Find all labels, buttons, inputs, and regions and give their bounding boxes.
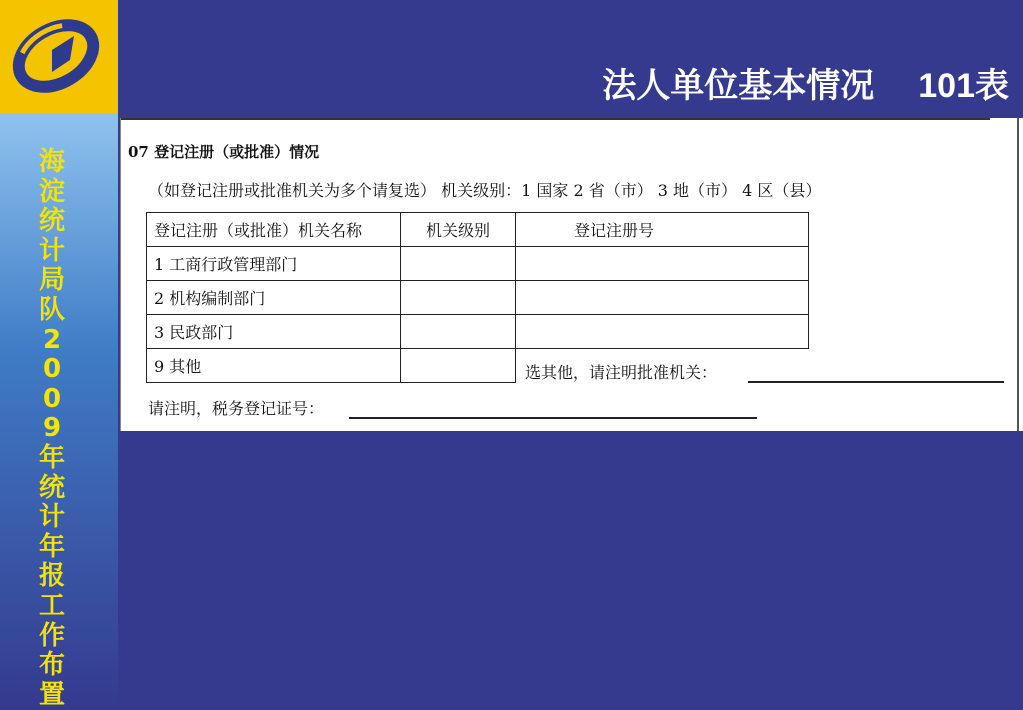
section-heading: 07 登记注册（或批准）情况 [128,143,320,161]
sidebar-char: 9 [42,413,62,444]
level-cell [401,315,516,349]
column-header-reg-number: 登记注册号 [516,213,809,247]
tax-number-line [349,417,757,419]
sidebar-char: 计 [38,235,65,266]
reg-number-cell [516,315,809,349]
reg-number-cell [516,247,809,281]
form-code: 101表 [918,67,1009,105]
table-row [147,315,809,349]
table-row [147,281,809,315]
sidebar-char: 统 [38,472,65,503]
divider [120,118,121,431]
divider [1017,118,1019,431]
sidebar-char: 队 [38,294,65,325]
table-row [147,247,809,281]
sidebar-char: 淀 [38,176,65,207]
level-cell [401,247,516,281]
row-label: 3 民政部门 [147,315,401,349]
row-label: 2 机构编制部门 [147,281,401,315]
sidebar-char: 布 [38,650,65,681]
other-authority-label: 选其他，请注明批准机关： [525,363,718,382]
form-image [120,118,1023,431]
sidebar-char: 作 [38,620,65,651]
sidebar-char: 年 [38,442,65,473]
page-title-text: 法人单位基本情况 [602,66,875,106]
level-cell [401,281,516,315]
sidebar-char: 年 [38,531,65,562]
registration-table [146,212,809,383]
sidebar-char: 海 [38,147,65,177]
logo [0,0,118,113]
column-header-authority: 登记注册（或批准）机关名称 [147,213,401,247]
reg-number-cell [516,281,809,315]
sidebar-char: 计 [38,502,65,533]
table-header-row [147,213,809,247]
row-label: 1 工商行政管理部门 [147,247,401,281]
row-label: 9 其他 [147,349,401,383]
sidebar-char: 工 [38,590,65,621]
sidebar-char: 0 [42,354,62,385]
other-authority-line [748,381,1004,383]
sidebar-char: 0 [42,383,62,414]
tax-number-label: 请注明，税务登记证号： [148,399,325,418]
sidebar-char: 置 [38,679,65,710]
sidebar-char: 局 [38,265,65,296]
sidebar-char: 统 [38,206,65,237]
column-header-level: 机关级别 [401,213,516,247]
divider [120,118,990,120]
nbs-logo-icon [8,14,108,100]
page-title [602,58,1009,107]
level-cell [401,349,516,383]
sidebar-vertical-title [32,148,72,710]
instruction-note: （如登记注册或批准机关为多个请复选） 机关级别：1 国家 2 省（市） 3 地（市） 4 区（县） [148,181,822,200]
sidebar-char: 2 [42,324,62,355]
sidebar-char: 报 [38,561,65,592]
